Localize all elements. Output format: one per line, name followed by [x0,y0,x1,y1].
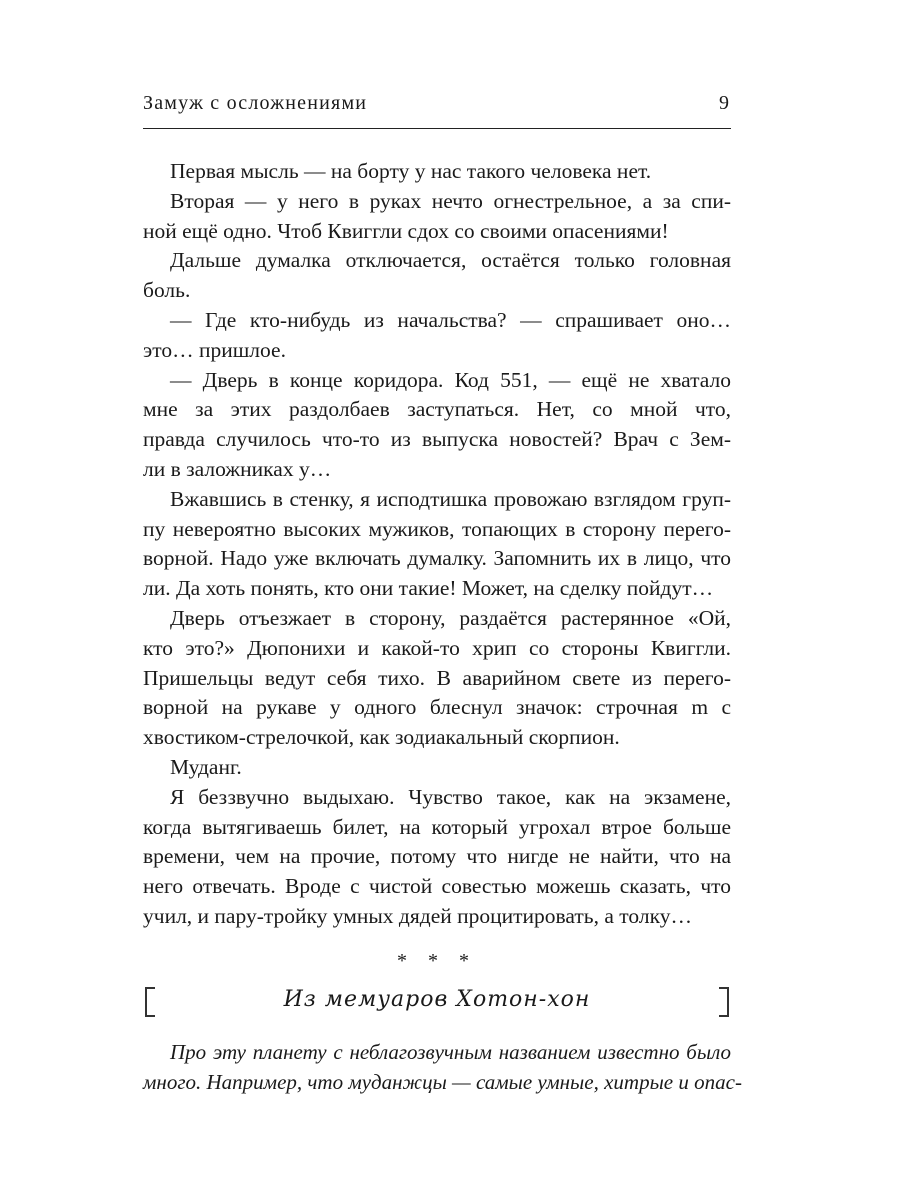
text-line: хвостиком-стрелочкой, как зодиакальный скорпион. [143,725,620,750]
main-text [143,157,731,932]
page-number: 9 [719,92,729,114]
paragraph [143,753,731,783]
subheading-text: Из мемуаров Хотон-хон [283,987,591,1012]
text-line: Про эту планету с неблагозвучным названием известно было [170,1040,731,1064]
text-line: Дверь отъезжает в сторону, раздаётся растерянное «Ой, [170,605,731,630]
text-line: боль. [143,278,191,303]
text-line: ной ещё одно. Чтоб Квиггли сдох со своими опасениями! [143,218,669,243]
text-line: Вторая — у него в руках нечто огнестрельное, а за спи- [170,188,731,213]
text-line: кто это?» Дюпонихи и какой-то хрип со стороны Квиггли. [143,635,731,660]
running-header [143,90,731,129]
text-line: ли. Да хоть понять, кто они такие! Может, на сделку пойдут… [143,576,714,601]
text-line: Пришельцы ведут себя тихо. В аварийном свете из перего- [143,665,731,690]
text-line: Первая мысль — на борту у нас такого человека нет. [170,159,652,183]
paragraph [143,306,731,366]
text-line: — Где кто-нибудь из начальства? — спрашивает оно… [170,307,731,332]
paragraph [143,783,731,932]
text-line: пу невероятно высоких мужиков, топающих в сторону перего- [143,516,731,541]
section-subheading [143,985,731,1017]
text-line: когда вытягиваешь билет, на который угрохал втрое больше [143,814,731,839]
text-line: него отвечать. Вроде с чистой совестью можешь сказать, что [143,874,731,899]
text-line: учил, и пару-тройку умных дядей процитировать, а толку… [143,903,692,928]
paragraph [143,485,731,604]
paragraph [143,366,731,485]
text-line: ворной. Надо уже включать думалку. Запомнить их в лицо, что [143,546,731,571]
paragraph [143,187,731,247]
text-line: это… пришлое. [143,337,286,362]
italic-paragraph [143,1038,742,1098]
section-separator: * * * [397,950,477,972]
text-line: ворной на рукаве у одного блеснул значок: строчная m с [143,695,731,720]
text-line: Муданг. [170,754,242,779]
text-line: времени, чем на прочие, потому что нигде не найти, что на [143,844,731,869]
paragraph [143,604,731,753]
ornament-bracket-right-icon [719,987,729,1017]
text-line: Вжавшись в стенку, я исподтишка провожаю взглядом груп- [170,486,731,511]
text-line: ли в заложниках у… [143,456,332,481]
paragraph [143,157,731,187]
text-line: — Дверь в конце коридора. Код 551, — ещё не хватало [170,367,731,392]
text-line: Дальше думалка отключается, остаётся только головная [170,248,731,273]
text-line: правда случилось что-то из выпуска новостей? Врач с Зем- [143,427,731,452]
text-line: много. Например, что муданжцы — самые умные, хитрые и опас- [143,1069,742,1094]
text-line: мне за этих раздолбаев заступаться. Нет, со мной что, [143,397,731,422]
text-line: Я беззвучно выдыхаю. Чувство такое, как на экзамене, [170,784,731,809]
paragraph [143,246,731,306]
book-title: Замуж с осложнениями [143,92,368,114]
